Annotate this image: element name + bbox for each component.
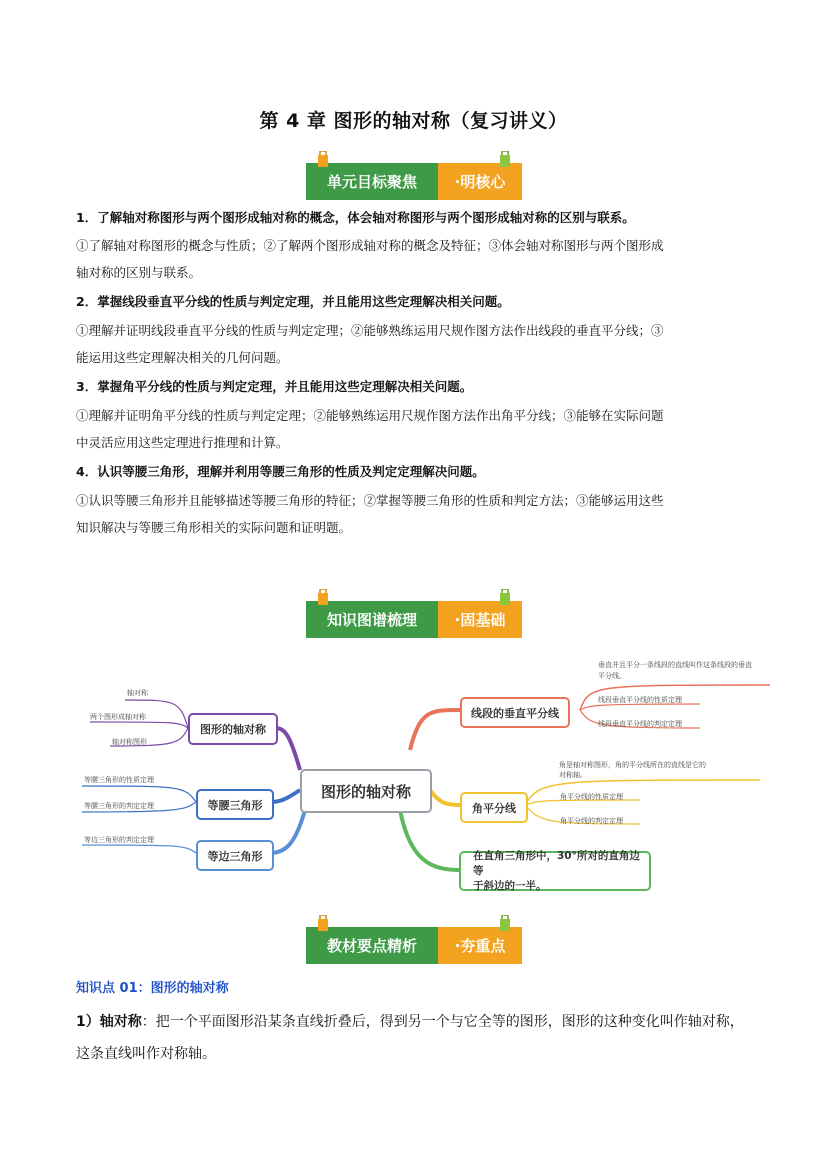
banner-key-left: 教材要点精析 xyxy=(306,927,438,964)
banner-mindmap xyxy=(306,601,522,638)
mindmap-leaf: 线段垂直平分线的判定定理 xyxy=(598,720,682,728)
knowledge-point-heading: 知识点 01：图形的轴对称 xyxy=(76,981,229,996)
mindmap-node-perpendicular-bisector xyxy=(460,697,570,728)
objective-4-heading: 4．认识等腰三角形，理解并利用等腰三角形的性质及判定定理解决问题。 xyxy=(76,464,485,479)
objective-3-line-1: ①理解并证明角平分线的性质与判定定理；②能够熟练运用尺规作图方法作出角平分线；③能够在实际问题 xyxy=(76,408,664,423)
objective-3-line-2: 中灵活应用这些定理进行推理和计算。 xyxy=(76,435,289,450)
banner-mindmap-right: ·固基础 xyxy=(438,601,522,638)
binder-clip-icon xyxy=(498,915,512,933)
mindmap-leaf: 角平分线的判定定理 xyxy=(560,817,623,825)
banner-mindmap-left: 知识图谱梳理 xyxy=(306,601,438,638)
mindmap-leaf: 等边三角形的判定定理 xyxy=(84,836,154,844)
banner-key-right: ·夯重点 xyxy=(438,927,522,964)
binder-clip-icon xyxy=(316,915,330,933)
mindmap-node-30-degree xyxy=(459,851,651,891)
definition-text-line-2: 这条直线叫作对称轴。 xyxy=(76,1046,216,1062)
objective-1-line-1: ①了解轴对称图形的概念与性质；②了解两个图形成轴对称的概念及特征；③体会轴对称图形与两个图形成 xyxy=(76,238,664,253)
objective-2-line-1: ①理解并证明线段垂直平分线的性质与判定定理；②能够熟练运用尺规作图方法作出线段的垂直平分线；③ xyxy=(76,323,664,338)
mindmap-node-label: 在直角三角形中，30°所对的直角边等 xyxy=(473,849,640,877)
mindmap-node-label: 线段的垂直平分线 xyxy=(471,706,559,720)
objective-1-heading: 1．了解轴对称图形与两个图形成轴对称的概念，体会轴对称图形与两个图形成轴对称的区别与联系。 xyxy=(76,210,635,225)
mindmap-leaf: 垂直并且平分一条线段的直线叫作这条线段的垂直 xyxy=(598,661,752,669)
banner-goals-right: ·明核心 xyxy=(438,163,522,200)
mindmap-node-label: 角平分线 xyxy=(472,801,516,815)
mindmap-node-axial-symmetry xyxy=(188,713,278,745)
mindmap-center-node xyxy=(300,769,432,813)
mindmap-leaf: 等腰三角形的性质定理 xyxy=(84,776,154,784)
binder-clip-icon xyxy=(498,151,512,169)
banner-key-points xyxy=(306,927,522,964)
mindmap-leaf: 平分线。 xyxy=(598,672,626,680)
binder-clip-icon xyxy=(316,151,330,169)
mindmap-leaf: 角是轴对称图形，角的平分线所在的直线是它的 xyxy=(559,761,706,769)
mindmap-node-label-line-2: 于斜边的一半。 xyxy=(473,879,547,892)
banner-goals xyxy=(306,163,522,200)
mindmap-leaf: 两个图形成轴对称 xyxy=(90,713,146,721)
definition-text: ：把一个平面图形沿某条直线折叠后，得到另一个与它全等的图形，图形的这种变化叫作轴对称， xyxy=(141,1014,744,1030)
mindmap-node-label: 等边三角形 xyxy=(207,849,263,863)
objective-3-heading: 3．掌握角平分线的性质与判定定理，并且能用这些定理解决相关问题。 xyxy=(76,379,473,394)
mindmap-leaf: 轴对称 xyxy=(127,689,148,697)
objective-1-line-2: 轴对称的区别与联系。 xyxy=(76,265,202,280)
mindmap-node-label: 等腰三角形 xyxy=(207,798,263,812)
objective-2-heading: 2．掌握线段垂直平分线的性质与判定定理，并且能用这些定理解决相关问题。 xyxy=(76,294,510,309)
mindmap-leaf: 角平分线的性质定理 xyxy=(560,793,623,801)
mindmap-leaf: 对称轴。 xyxy=(559,771,587,779)
objective-4-line-2: 知识解决与等腰三角形相关的实际问题和证明题。 xyxy=(76,520,352,535)
definition-paragraph xyxy=(76,1006,760,1070)
objective-2-line-2: 能运用这些定理解决相关的几何问题。 xyxy=(76,350,289,365)
mindmap-leaf: 线段垂直平分线的性质定理 xyxy=(598,696,682,704)
mindmap-center-label: 图形的轴对称 xyxy=(320,782,411,801)
mindmap-node-isosceles xyxy=(196,789,274,820)
binder-clip-icon xyxy=(316,589,330,607)
mindmap-node-angle-bisector xyxy=(460,792,528,823)
banner-goals-left: 单元目标聚焦 xyxy=(306,163,438,200)
mindmap-leaf: 等腰三角形的判定定理 xyxy=(84,802,154,810)
objective-4-line-1: ①认识等腰三角形并且能够描述等腰三角形的特征；②掌握等腰三角形的性质和判定方法；③能够运用这些 xyxy=(76,493,664,508)
binder-clip-icon xyxy=(498,589,512,607)
page-title: 第 4 章 图形的轴对称（复习讲义） xyxy=(259,110,568,132)
definition-term: 1）轴对称 xyxy=(76,1014,142,1030)
mindmap-node-label: 图形的轴对称 xyxy=(200,723,266,736)
mindmap-node-equilateral xyxy=(196,840,274,871)
mindmap-leaf: 轴对称图形 xyxy=(112,738,147,746)
